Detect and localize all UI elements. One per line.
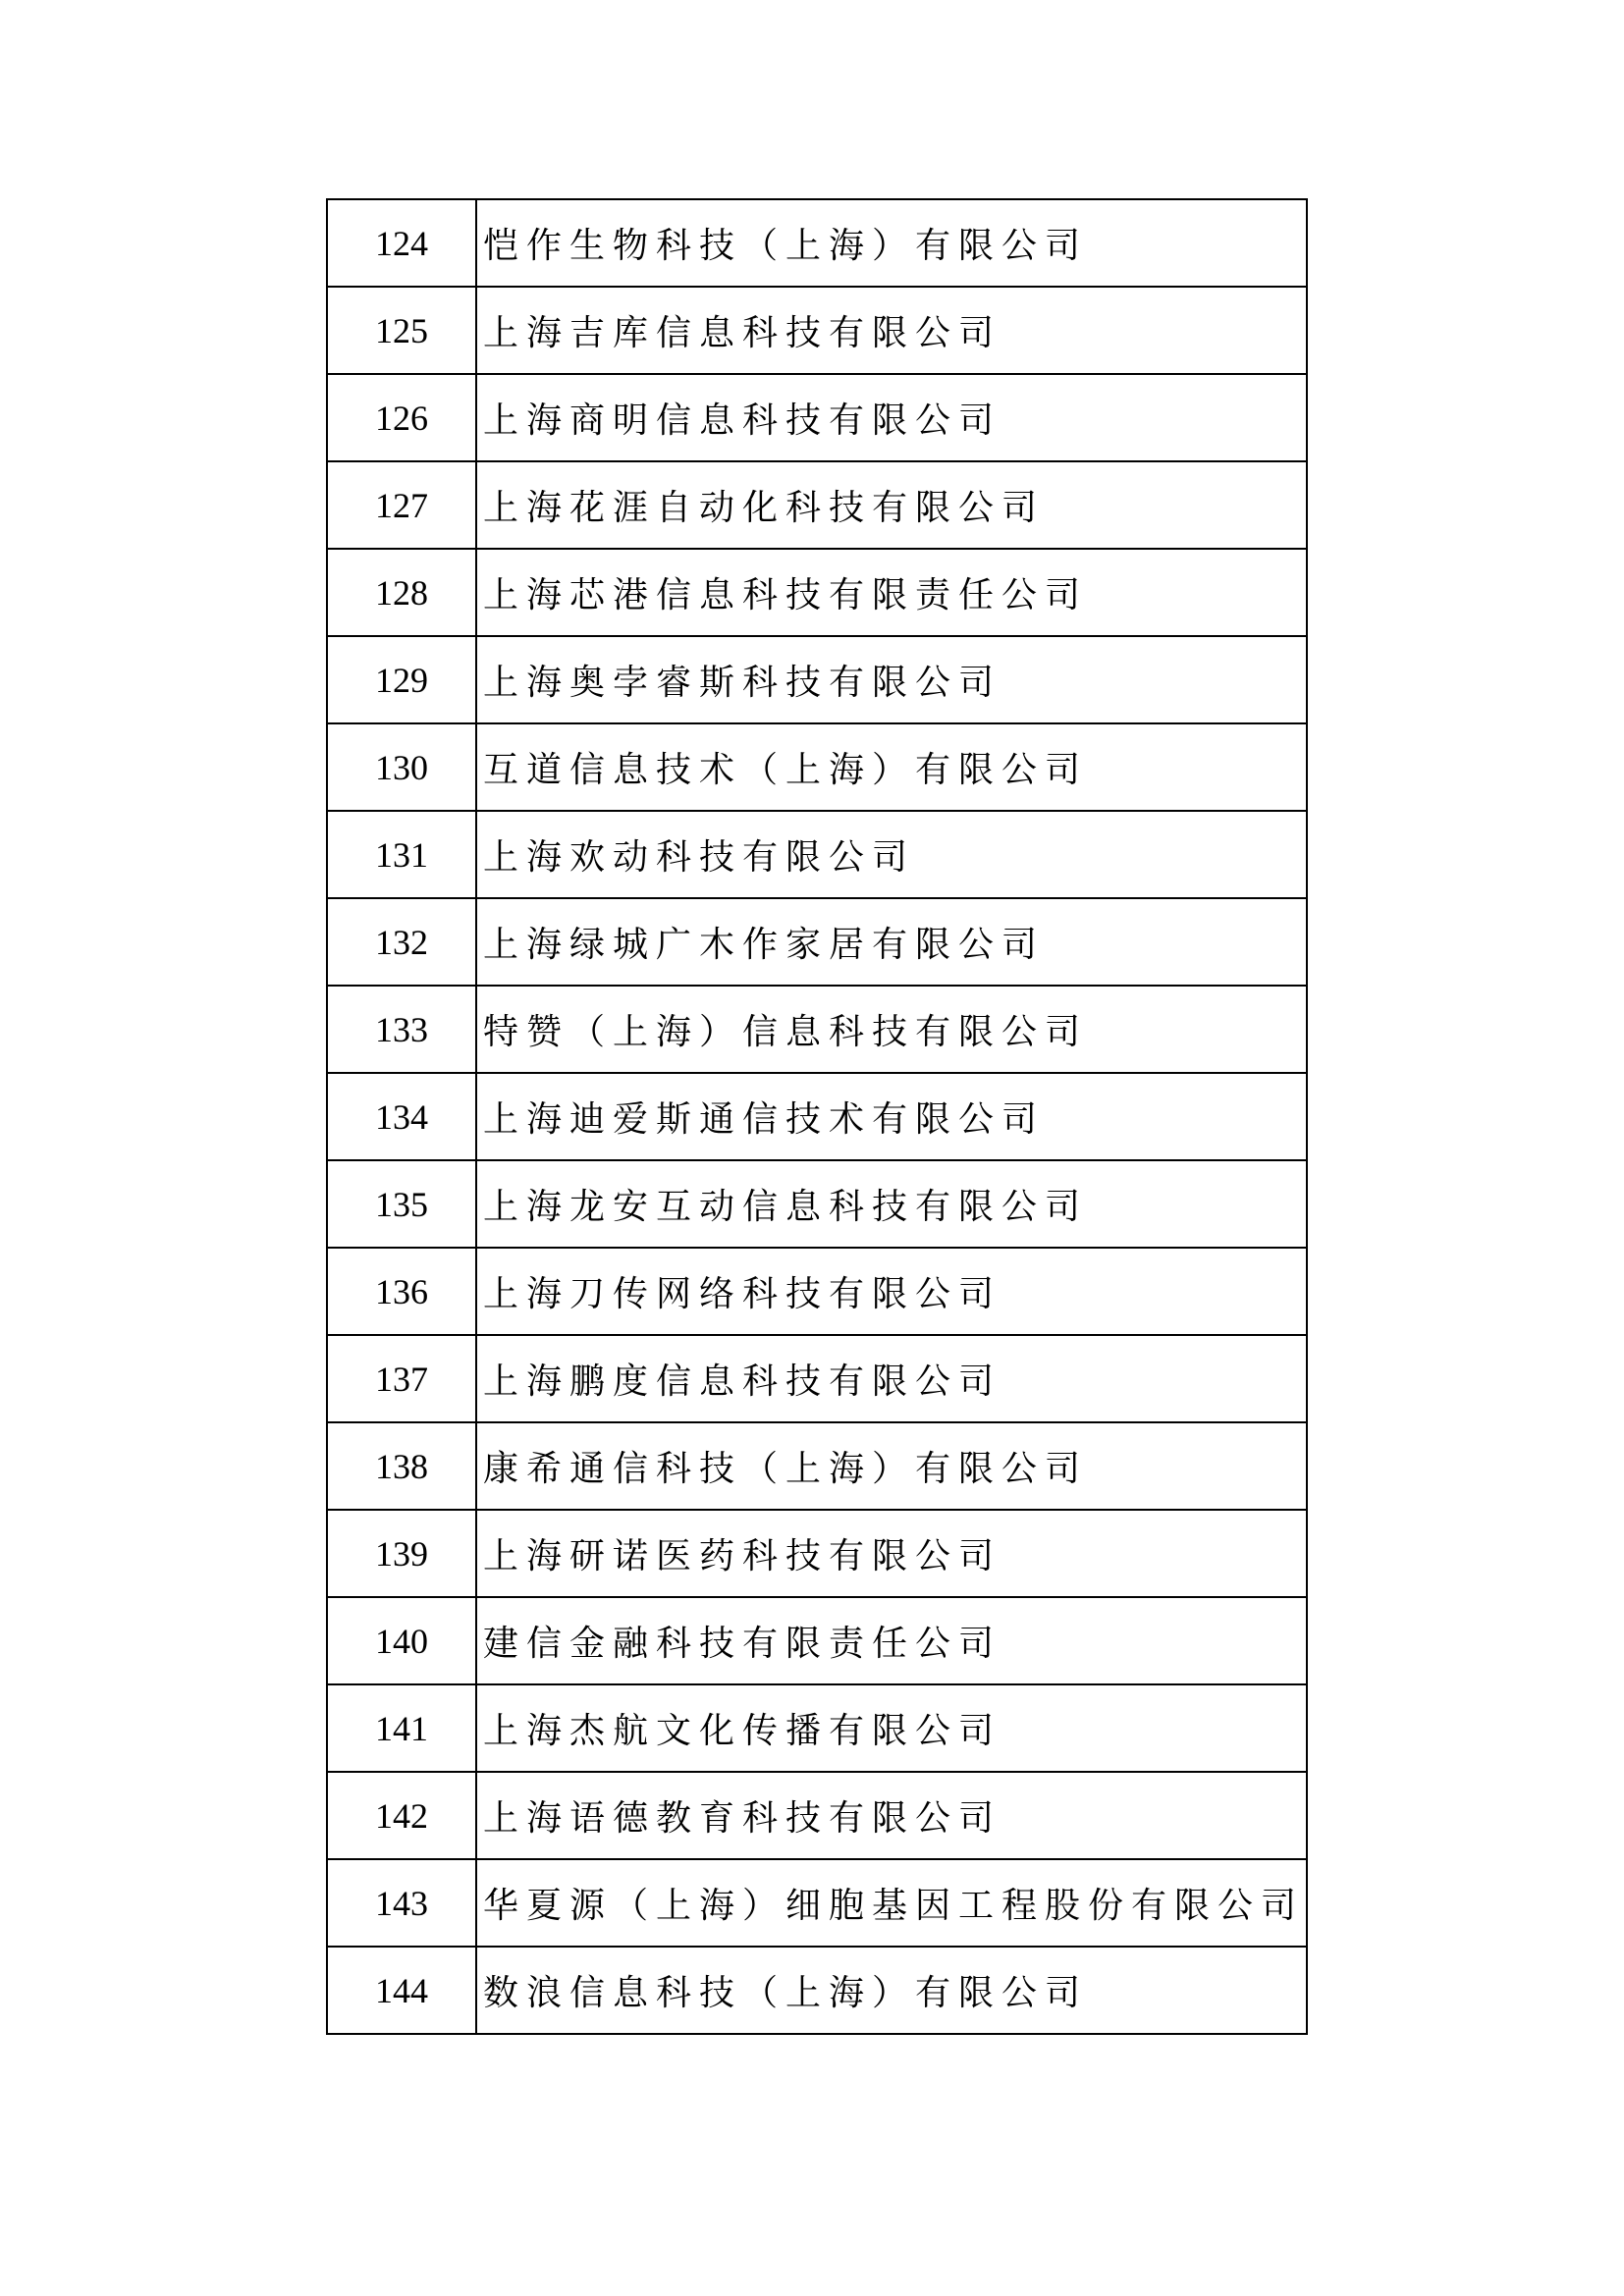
table-row xyxy=(327,199,1307,287)
row-number: 131 xyxy=(327,811,476,898)
row-number: 135 xyxy=(327,1160,476,1248)
company-name: 康希通信科技（上海）有限公司 xyxy=(476,1422,1307,1510)
company-name: 上海语德教育科技有限公司 xyxy=(476,1772,1307,1859)
row-number: 129 xyxy=(327,636,476,723)
company-name: 建信金融科技有限责任公司 xyxy=(476,1597,1307,1684)
row-number: 138 xyxy=(327,1422,476,1510)
row-number: 143 xyxy=(327,1859,476,1947)
company-name: 上海芯港信息科技有限责任公司 xyxy=(476,549,1307,636)
table-row xyxy=(327,1160,1307,1248)
company-name: 上海龙安互动信息科技有限公司 xyxy=(476,1160,1307,1248)
row-number: 128 xyxy=(327,549,476,636)
row-number: 130 xyxy=(327,723,476,811)
company-name: 上海杰航文化传播有限公司 xyxy=(476,1684,1307,1772)
table-row xyxy=(327,1597,1307,1684)
company-name: 数浪信息科技（上海）有限公司 xyxy=(476,1947,1307,2034)
company-name: 上海吉库信息科技有限公司 xyxy=(476,287,1307,374)
table-row xyxy=(327,1335,1307,1422)
table-row xyxy=(327,1422,1307,1510)
row-number: 132 xyxy=(327,898,476,986)
table-row xyxy=(327,1248,1307,1335)
table-row xyxy=(327,1859,1307,1947)
table-row xyxy=(327,287,1307,374)
row-number: 133 xyxy=(327,986,476,1073)
row-number: 139 xyxy=(327,1510,476,1597)
row-number: 142 xyxy=(327,1772,476,1859)
row-number: 124 xyxy=(327,199,476,287)
company-name: 上海研诺医药科技有限公司 xyxy=(476,1510,1307,1597)
company-name: 上海奥孛睿斯科技有限公司 xyxy=(476,636,1307,723)
row-number: 136 xyxy=(327,1248,476,1335)
company-name: 华夏源（上海）细胞基因工程股份有限公司 xyxy=(476,1859,1307,1947)
company-name: 上海商明信息科技有限公司 xyxy=(476,374,1307,461)
company-table-body xyxy=(327,199,1307,2034)
company-name: 特赞（上海）信息科技有限公司 xyxy=(476,986,1307,1073)
table-row xyxy=(327,1772,1307,1859)
row-number: 137 xyxy=(327,1335,476,1422)
row-number: 126 xyxy=(327,374,476,461)
row-number: 141 xyxy=(327,1684,476,1772)
row-number: 125 xyxy=(327,287,476,374)
company-list-table xyxy=(326,198,1308,2035)
table-row xyxy=(327,461,1307,549)
table-row xyxy=(327,1073,1307,1160)
table-row xyxy=(327,549,1307,636)
table-row xyxy=(327,636,1307,723)
company-name: 上海鹏度信息科技有限公司 xyxy=(476,1335,1307,1422)
row-number: 144 xyxy=(327,1947,476,2034)
row-number: 134 xyxy=(327,1073,476,1160)
table-row xyxy=(327,1947,1307,2034)
row-number: 140 xyxy=(327,1597,476,1684)
company-name: 上海欢动科技有限公司 xyxy=(476,811,1307,898)
company-name: 上海刀传网络科技有限公司 xyxy=(476,1248,1307,1335)
table-row xyxy=(327,898,1307,986)
table-row xyxy=(327,1510,1307,1597)
company-name: 上海迪爱斯通信技术有限公司 xyxy=(476,1073,1307,1160)
company-name: 恺作生物科技（上海）有限公司 xyxy=(476,199,1307,287)
table-row xyxy=(327,811,1307,898)
company-name: 互道信息技术（上海）有限公司 xyxy=(476,723,1307,811)
row-number: 127 xyxy=(327,461,476,549)
company-name: 上海绿城广木作家居有限公司 xyxy=(476,898,1307,986)
table-row xyxy=(327,723,1307,811)
table-row xyxy=(327,986,1307,1073)
company-name: 上海花涯自动化科技有限公司 xyxy=(476,461,1307,549)
table-row xyxy=(327,1684,1307,1772)
table-row xyxy=(327,374,1307,461)
